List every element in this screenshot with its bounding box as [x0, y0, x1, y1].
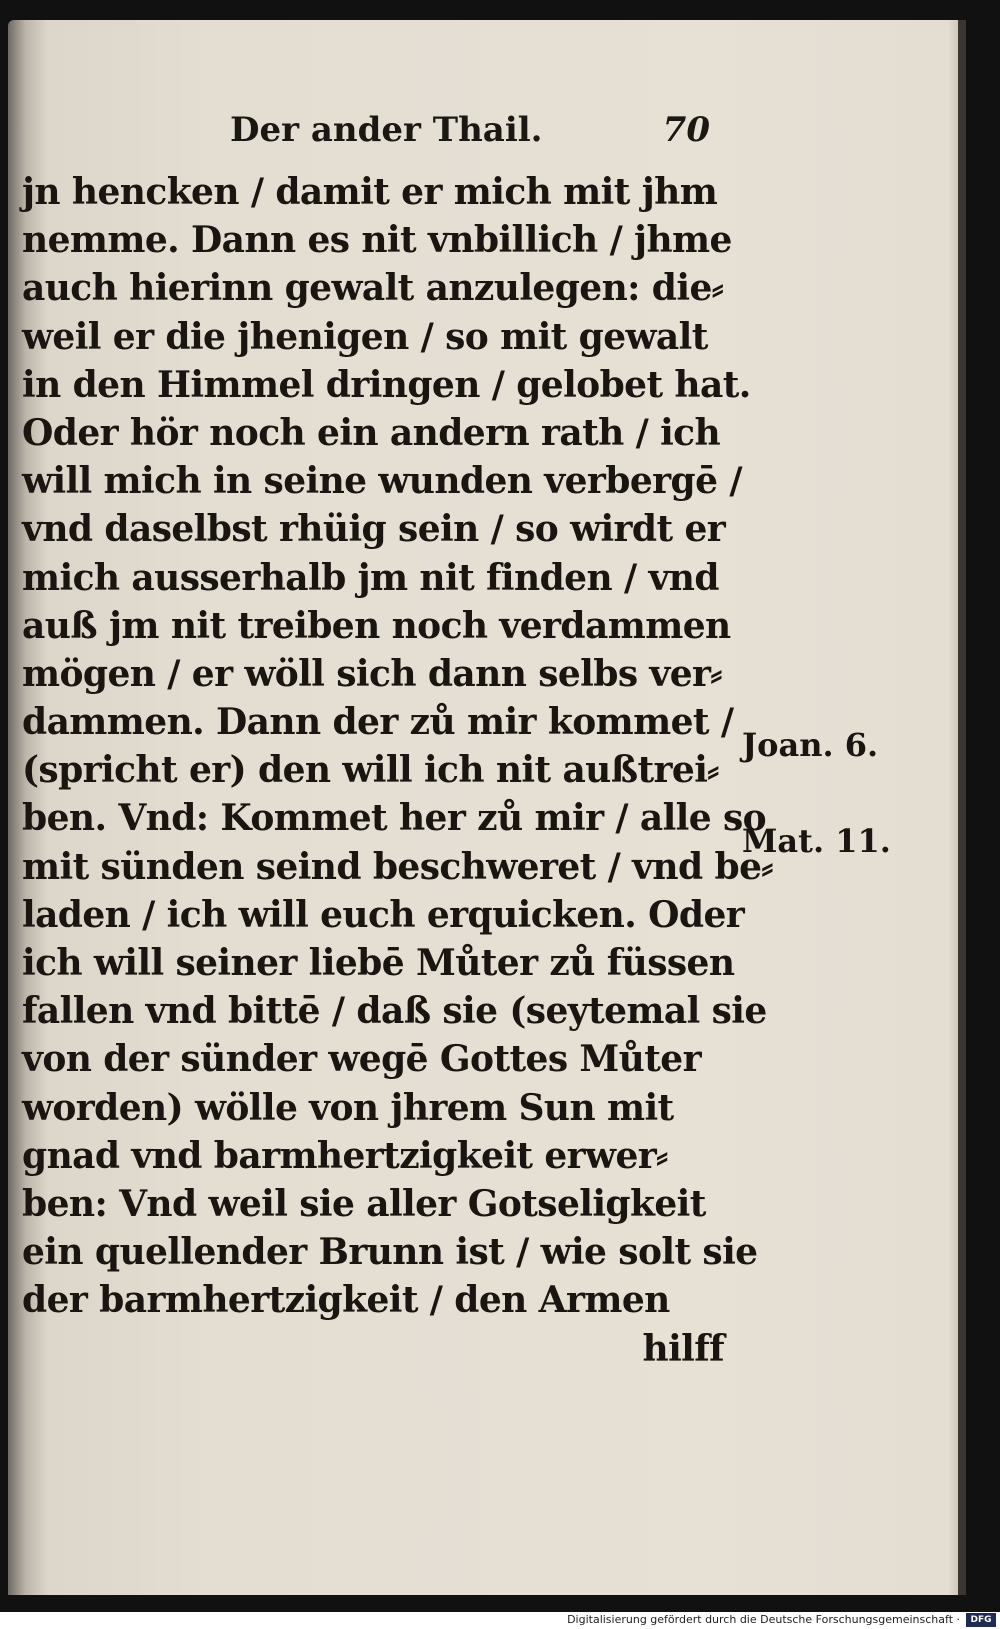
text-line: worden) wölle von jhrem Sun mit [22, 1086, 674, 1129]
text-line: der barmhertzigkeit / den Armen [22, 1279, 670, 1322]
dfg-logo: DFG [966, 1613, 996, 1627]
text-line: jn hencken / damit er mich mit jhm [22, 171, 718, 213]
funding-credit: Digitalisierung gefördert durch die Deutsche Forschungsgemeinschaft · [567, 1613, 960, 1626]
text-line: ich will seiner liebē Můter zů füssen [22, 942, 735, 984]
text-line: auß jm nit treiben noch verdammen [22, 604, 731, 647]
body-text [22, 168, 773, 1373]
text-line: gnad vnd barmhertzigkeit erwer⸗ [22, 1134, 668, 1177]
text-line: fallen vnd bittē / daß sie (seytemal sie [22, 990, 767, 1033]
text-line: vnd daselbst rhüig sein / so wirdt er [22, 508, 726, 551]
text-line: von der sünder wegē Gottes Můter [22, 1038, 701, 1081]
text-line: laden / ich will euch erquicken. Oder [22, 893, 745, 936]
text-line: ben: Vnd weil sie aller Gotseligkeit [22, 1182, 706, 1225]
text-line: auch hierinn gewalt anzulegen: die⸗ [22, 267, 724, 310]
text-line: mögen / er wöll sich dann selbs ver⸗ [22, 652, 722, 695]
marginal-reference: Joan. 6. [742, 726, 879, 764]
running-title: Der ander Thail. [230, 110, 543, 150]
text-line: in den Himmel dringen / gelobet hat. [22, 363, 751, 406]
page-edge-shadow [958, 20, 966, 1595]
text-line: nemme. Dann es nit vnbillich / jhme [22, 219, 732, 262]
text-line: mich ausserhalb jm nit finden / vnd [22, 556, 719, 599]
running-header [230, 110, 710, 156]
text-line: Oder hör noch ein andern rath / ich [22, 411, 721, 454]
text-line: (spricht er) den will ich nit außtrei⸗ [22, 749, 719, 792]
text-line: weil er die jhenigen / so mit gewalt [22, 315, 708, 358]
marginal-reference: Mat. 11. [742, 822, 891, 860]
text-line: dammen. Dann der zů mir kommet / [22, 701, 734, 744]
text-line: will mich in seine wunden verbergē / [22, 460, 742, 503]
digitization-footer [0, 1612, 1000, 1629]
text-line: mit sünden seind beschweret / vnd be⸗ [22, 845, 773, 888]
text-line: ben. Vnd: Kommet her zů mir / alle so [22, 797, 767, 840]
text-line: ein quellender Brunn ist / wie solt sie [22, 1231, 758, 1274]
catchword: hilff [642, 1327, 724, 1370]
folio-number: 70 [662, 110, 710, 150]
